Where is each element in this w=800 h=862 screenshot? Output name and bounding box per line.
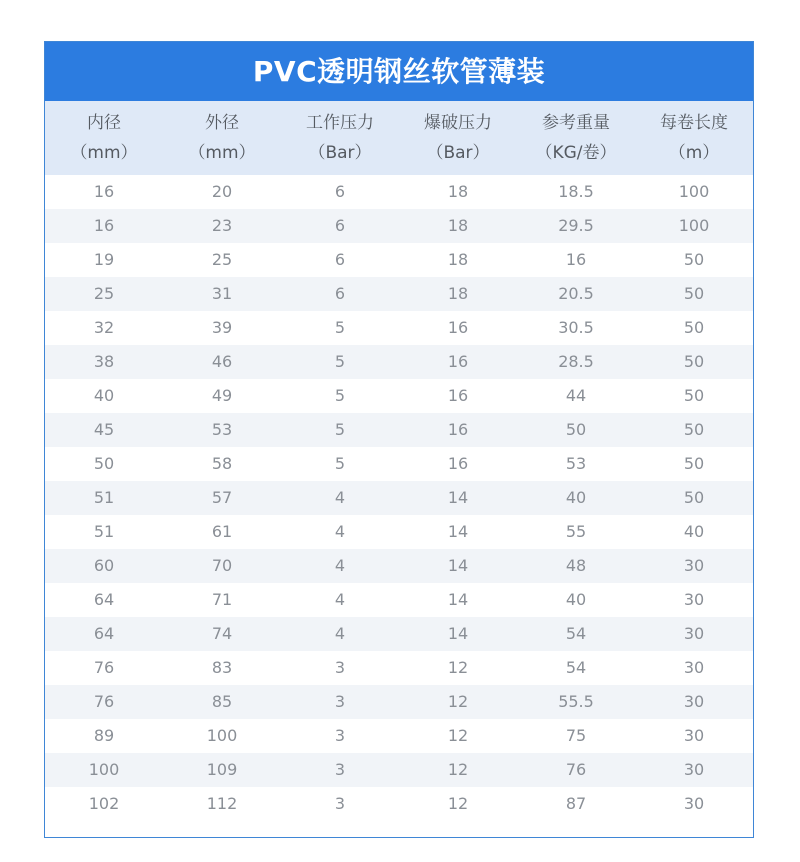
table-cell: 100 — [206, 726, 238, 745]
table-cell: 5 — [334, 386, 346, 405]
table-cell: 74 — [211, 624, 233, 643]
table-cell: 30 — [683, 658, 705, 677]
table-cell: 29.5 — [558, 216, 594, 235]
table-cell: 12 — [447, 658, 469, 677]
table-row — [45, 685, 753, 719]
table-cell: 30.5 — [558, 318, 594, 337]
table-cell: 75 — [565, 726, 587, 745]
table-cell: 3 — [334, 692, 346, 711]
table-cell: 18 — [447, 216, 469, 235]
table-row — [45, 753, 753, 787]
table-row — [45, 277, 753, 311]
table-cell: 4 — [334, 590, 346, 609]
table-cell: 18 — [447, 182, 469, 201]
table-cell: 76 — [93, 658, 115, 677]
table-cell: 31 — [211, 284, 233, 303]
table-cell: 45 — [93, 420, 115, 439]
table-cell: 87 — [565, 794, 587, 813]
table-row — [45, 413, 753, 447]
header-label: 参考重量 — [542, 113, 610, 133]
table-cell: 55 — [565, 522, 587, 541]
table-cell: 16 — [565, 250, 587, 269]
table-cell: 3 — [334, 760, 346, 779]
table-row — [45, 243, 753, 277]
header-label: 每卷长度 — [660, 113, 728, 133]
table-body — [45, 175, 753, 821]
table-cell: 76 — [93, 692, 115, 711]
table-cell: 3 — [334, 726, 346, 745]
table-cell: 3 — [334, 794, 346, 813]
header-working-pressure — [281, 101, 399, 175]
table-cell: 6 — [334, 182, 346, 201]
spec-table-card — [44, 41, 754, 838]
table-cell: 30 — [683, 624, 705, 643]
table-cell: 16 — [447, 352, 469, 371]
table-cell: 50 — [565, 420, 587, 439]
table-cell: 44 — [565, 386, 587, 405]
table-cell: 25 — [93, 284, 115, 303]
table-cell: 30 — [683, 794, 705, 813]
table-cell: 14 — [447, 488, 469, 507]
table-cell: 50 — [683, 386, 705, 405]
table-cell: 50 — [683, 454, 705, 473]
header-burst-pressure — [399, 101, 517, 175]
header-unit: （Bar） — [426, 143, 490, 163]
table-cell: 4 — [334, 488, 346, 507]
table-cell: 16 — [447, 454, 469, 473]
header-label: 内径 — [87, 113, 121, 133]
table-cell: 70 — [211, 556, 233, 575]
table-cell: 32 — [93, 318, 115, 337]
table-cell: 19 — [93, 250, 115, 269]
table-cell: 12 — [447, 794, 469, 813]
table-cell: 18 — [447, 250, 469, 269]
table-cell: 112 — [206, 794, 238, 813]
header-unit: （KG/卷） — [535, 143, 617, 163]
table-row — [45, 617, 753, 651]
table-cell: 16 — [93, 216, 115, 235]
table-cell: 30 — [683, 692, 705, 711]
table-cell: 4 — [334, 522, 346, 541]
table-cell: 6 — [334, 284, 346, 303]
table-cell: 16 — [447, 386, 469, 405]
header-unit: （mm） — [70, 143, 138, 163]
table-cell: 14 — [447, 624, 469, 643]
table-cell: 89 — [93, 726, 115, 745]
table-row — [45, 209, 753, 243]
table-cell: 6 — [334, 216, 346, 235]
table-cell: 54 — [565, 658, 587, 677]
table-cell: 100 — [678, 216, 710, 235]
table-cell: 54 — [565, 624, 587, 643]
table-cell: 20.5 — [558, 284, 594, 303]
table-cell: 50 — [683, 488, 705, 507]
header-roll-length — [635, 101, 753, 175]
table-cell: 49 — [211, 386, 233, 405]
table-cell: 39 — [211, 318, 233, 337]
table-cell: 58 — [211, 454, 233, 473]
table-cell: 50 — [93, 454, 115, 473]
table-row — [45, 311, 753, 345]
table-header-row — [45, 101, 753, 175]
table-cell: 55.5 — [558, 692, 594, 711]
header-outer-diameter — [163, 101, 281, 175]
table-cell: 50 — [683, 284, 705, 303]
table-cell: 4 — [334, 556, 346, 575]
table-cell: 28.5 — [558, 352, 594, 371]
table-cell: 50 — [683, 420, 705, 439]
table-cell: 60 — [93, 556, 115, 575]
table-cell: 20 — [211, 182, 233, 201]
table-cell: 30 — [683, 556, 705, 575]
header-label: 爆破压力 — [424, 113, 492, 133]
table-cell: 5 — [334, 352, 346, 371]
table-cell: 16 — [447, 318, 469, 337]
table-row — [45, 787, 753, 821]
header-label: 工作压力 — [306, 113, 374, 133]
table-cell: 14 — [447, 556, 469, 575]
table-cell: 102 — [88, 794, 120, 813]
table-cell: 30 — [683, 590, 705, 609]
table-cell: 30 — [683, 760, 705, 779]
table-cell: 38 — [93, 352, 115, 371]
header-unit: （m） — [668, 143, 720, 163]
table-cell: 46 — [211, 352, 233, 371]
table-cell: 48 — [565, 556, 587, 575]
table-cell: 3 — [334, 658, 346, 677]
table-cell: 64 — [93, 590, 115, 609]
table-cell: 71 — [211, 590, 233, 609]
table-cell: 64 — [93, 624, 115, 643]
table-cell: 14 — [447, 590, 469, 609]
table-row — [45, 175, 753, 209]
table-cell: 76 — [565, 760, 587, 779]
table-cell: 109 — [206, 760, 238, 779]
table-cell: 50 — [683, 318, 705, 337]
table-cell: 6 — [334, 250, 346, 269]
table-cell: 85 — [211, 692, 233, 711]
table-cell: 5 — [334, 318, 346, 337]
table-cell: 16 — [447, 420, 469, 439]
table-row — [45, 719, 753, 753]
table-row — [45, 379, 753, 413]
table-row — [45, 549, 753, 583]
table-row — [45, 515, 753, 549]
header-label: 外径 — [205, 113, 239, 133]
table-cell: 40 — [565, 590, 587, 609]
header-reference-weight — [517, 101, 635, 175]
table-cell: 12 — [447, 692, 469, 711]
table-title: PVC透明钢丝软管薄装 — [45, 42, 753, 101]
header-unit: （mm） — [188, 143, 256, 163]
table-row — [45, 447, 753, 481]
table-cell: 40 — [93, 386, 115, 405]
table-cell: 5 — [334, 454, 346, 473]
table-cell: 57 — [211, 488, 233, 507]
table-cell: 100 — [88, 760, 120, 779]
table-row — [45, 651, 753, 685]
table-cell: 50 — [683, 352, 705, 371]
table-cell: 30 — [683, 726, 705, 745]
header-unit: （Bar） — [308, 143, 372, 163]
table-cell: 53 — [565, 454, 587, 473]
table-row — [45, 583, 753, 617]
table-cell: 18.5 — [558, 182, 594, 201]
table-cell: 83 — [211, 658, 233, 677]
table-cell: 100 — [678, 182, 710, 201]
table-cell: 12 — [447, 760, 469, 779]
table-cell: 4 — [334, 624, 346, 643]
table-cell: 61 — [211, 522, 233, 541]
table-cell: 23 — [211, 216, 233, 235]
table-cell: 51 — [93, 488, 115, 507]
table-cell: 5 — [334, 420, 346, 439]
header-inner-diameter — [45, 101, 163, 175]
table-cell: 12 — [447, 726, 469, 745]
table-cell: 53 — [211, 420, 233, 439]
table-cell: 25 — [211, 250, 233, 269]
table-cell: 50 — [683, 250, 705, 269]
table-cell: 16 — [93, 182, 115, 201]
table-cell: 51 — [93, 522, 115, 541]
table-cell: 14 — [447, 522, 469, 541]
table-cell: 40 — [565, 488, 587, 507]
table-row — [45, 345, 753, 379]
table-row — [45, 481, 753, 515]
table-cell: 40 — [683, 522, 705, 541]
table-cell: 18 — [447, 284, 469, 303]
